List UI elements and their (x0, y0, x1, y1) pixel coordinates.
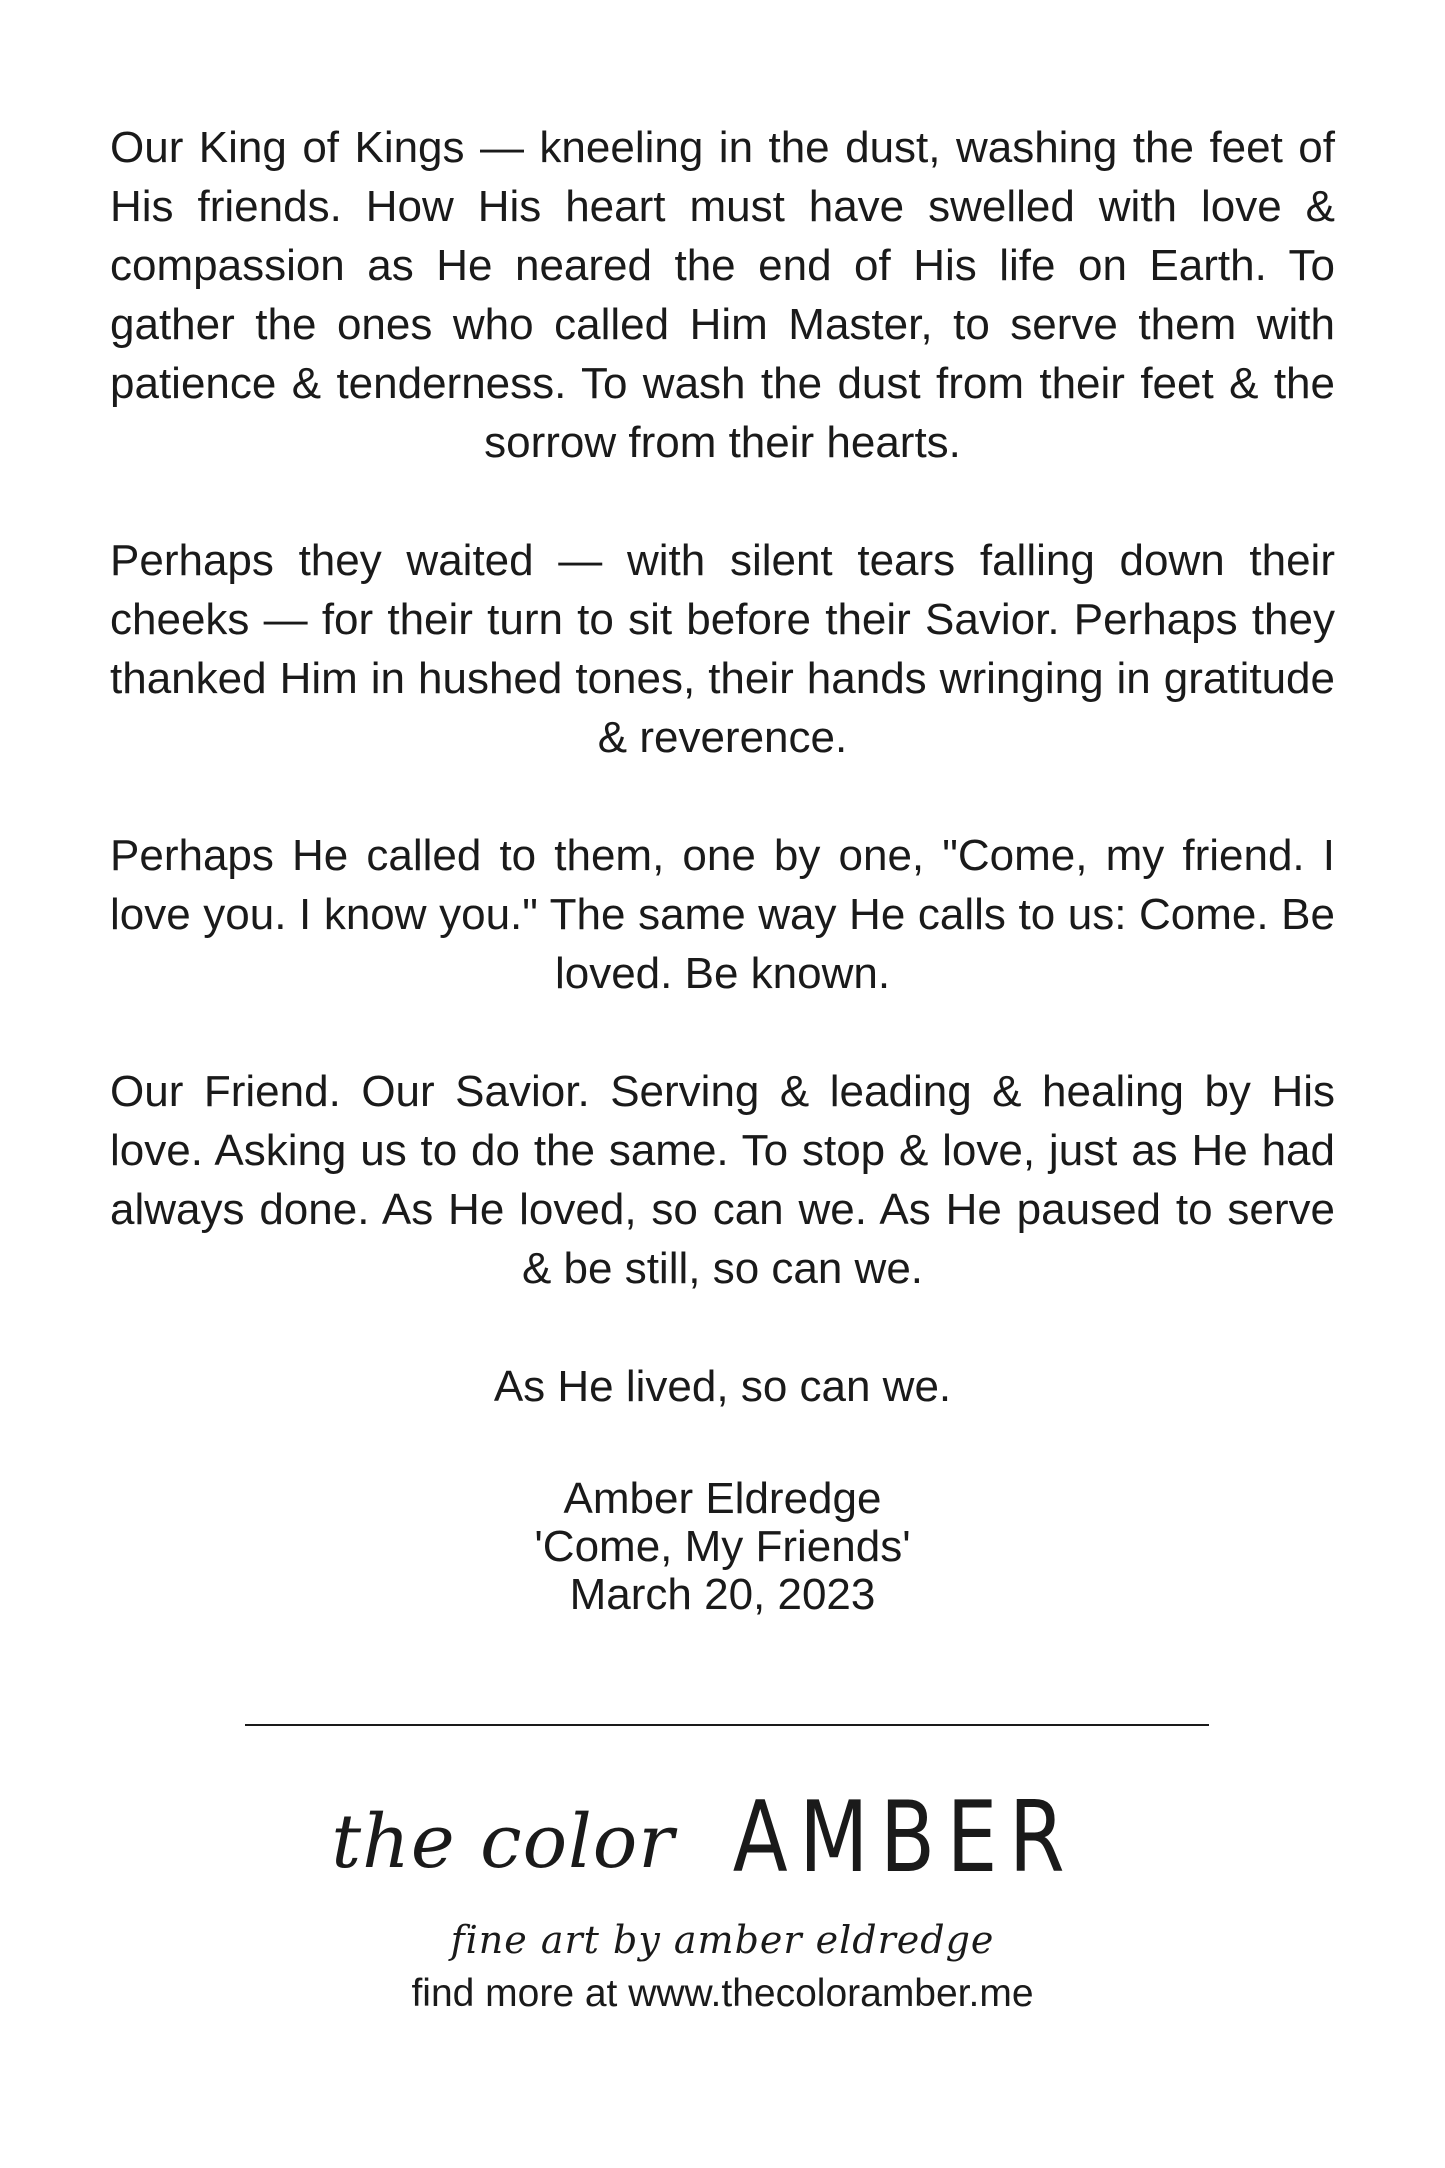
logo-tagline: fine art by amber eldredge (450, 1918, 995, 1962)
signature-date: March 20, 2023 (569, 1570, 876, 1619)
divider (245, 1724, 1209, 1726)
brand-logo (0, 1778, 1445, 1962)
footer-website: find more at www.thecoloramber.me (411, 1972, 1034, 2015)
paragraph-2: Perhaps they waited — with silent tears falling down their cheeks — for their turn to sit before their Savior. Perhaps they thanked Him in hushed tones, their hands wringing in gratitude & reverence. (110, 536, 1335, 762)
signature-author: Amber Eldredge (563, 1474, 882, 1523)
paragraph-4: Our Friend. Our Savior. Serving & leading & healing by His love. Asking us to do the same. To stop & love, just as He had always done. As He loved, so can we. As He paused to serve & be still, so can we. (110, 1067, 1335, 1293)
logo-script-text: the color (331, 1799, 675, 1885)
logo-wordmark (0, 1778, 1445, 1895)
logo-caps-text: AMBER (732, 1781, 1076, 1895)
closing-line: As He lived, so can we. (493, 1362, 952, 1411)
signature-title: 'Come, My Friends' (534, 1522, 911, 1571)
paragraph-3: Perhaps He called to them, one by one, "Come, my friend. I love you. I know you." The same way He calls to us: Come. Be loved. Be known. (110, 831, 1335, 998)
paragraph-1: Our King of Kings — kneeling in the dust, washing the feet of His friends. How His heart must have swelled with love & compassion as He neared the end of His life on Earth. To gather the ones who called Him Master, to serve them with patience & tenderness. To wash the dust from their feet & the sorrow from their hearts. (110, 123, 1335, 467)
devotional-body (110, 118, 1335, 1619)
signature-block (110, 1475, 1335, 1619)
